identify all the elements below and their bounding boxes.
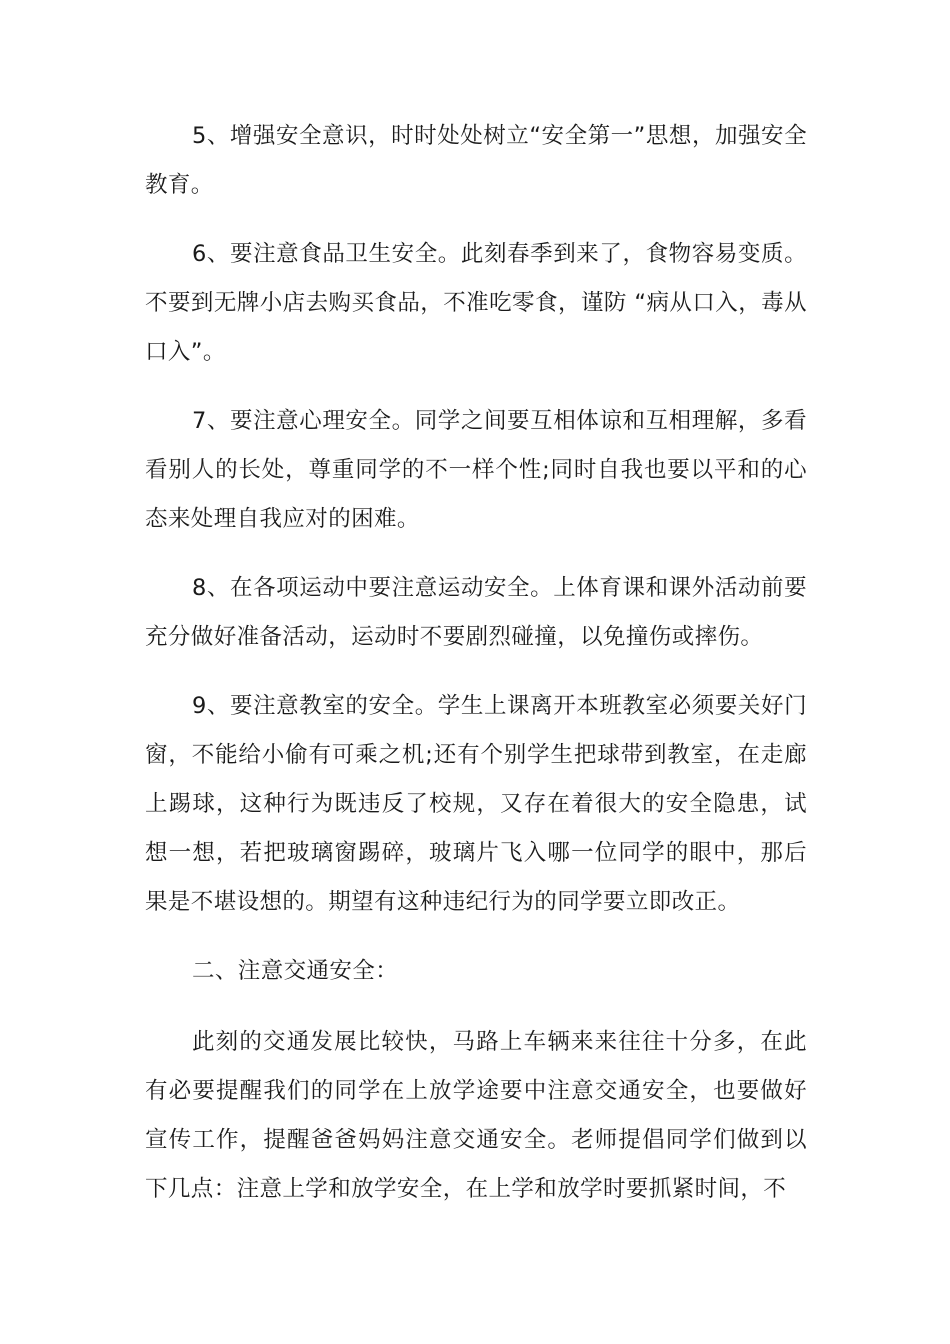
- paragraph-item-8: 8、在各项运动中要注意运动安全。上体育课和课外活动前要充分做好准备活动，运动时不要剧烈碰撞，以免撞伤或摔伤。: [145, 575, 807, 650]
- section-heading-traffic-safety: 二、注意交通安全：: [192, 958, 399, 984]
- paragraph-traffic-intro: 此刻的交通发展比较快，马路上车辆来来往往十分多，在此有必要提醒我们的同学在上放学途要中注意交通安全，也要做好宣传工作，提醒爸爸妈妈注意交通安全。老师提倡同学们做到以下几点：注意上学和放学安全，在上学和放学时要抓紧时间，不: [145, 1029, 807, 1202]
- document-body: [145, 112, 807, 1234]
- paragraph-item-9: 9、要注意教室的安全。学生上课离开本班教室必须要关好门窗，不能给小偷有可乘之机;还有个别学生把球带到教室，在走廊上踢球，这种行为既违反了校规，又存在着很大的安全隐患，试想一想，若把玻璃窗踢碎，玻璃片飞入哪一位同学的眼中，那后果是不堪设想的。期望有这种违纪行为的同学要立即改正。: [145, 693, 807, 915]
- paragraph-item-6: 6、要注意食品卫生安全。此刻春季到来了，食物容易变质。不要到无牌小店去购买食品，不准吃零食，谨防 “病从口入，毒从口入”。: [145, 241, 807, 365]
- paragraph-item-7: 7、要注意心理安全。同学之间要互相体谅和互相理解，多看看别人的长处，尊重同学的不一样个性;同时自我也要以平和的心态来处理自我应对的困难。: [145, 408, 807, 532]
- paragraph-item-5: 5、增强安全意识，时时处处树立“安全第一”思想，加强安全教育。: [145, 123, 807, 198]
